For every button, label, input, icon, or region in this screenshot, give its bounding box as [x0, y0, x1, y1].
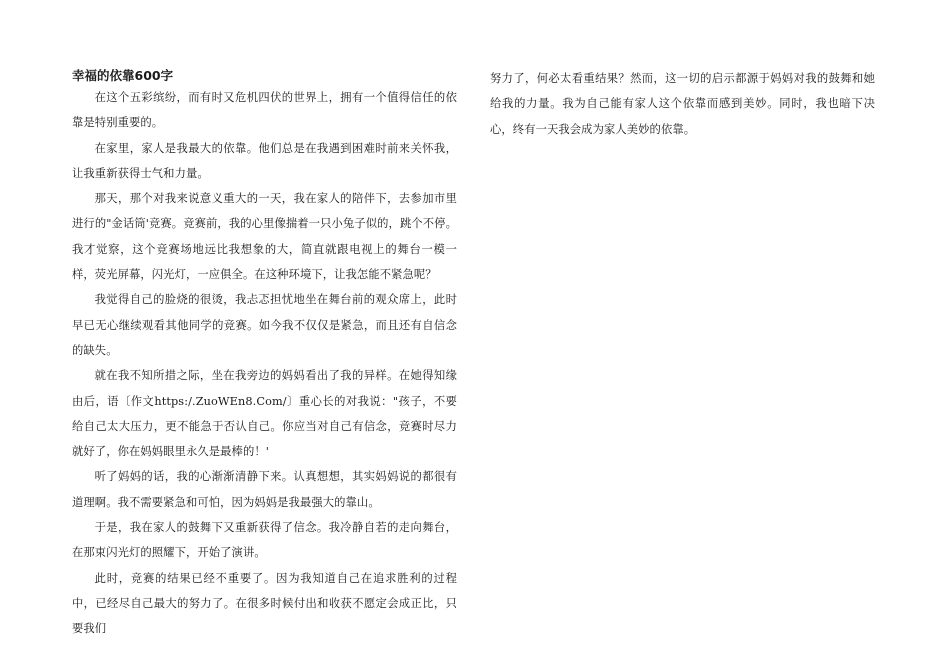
paragraph: 那天，那个对我来说意义重大的一天，我在家人的陪伴下，去参加市里进行的"金话筒'竞赛。竞赛前，我的心里像揣着一只小兔子似的，跳个不停。我才觉察，这个竞赛场地远比我想象的大，简直就跟电视上的舞台一模一样，荧光屏幕，闪光灯，一应俱全。在这种环境下，让我怎能不紧急呢？ — [72, 192, 457, 282]
paragraph: 此时，竞赛的结果已经不重要了。因为我知道自己在追求胜利的过程中，已经尽自己最大的努力了。在很多时候付出和收获不愿定会成正比，只要我们 — [72, 571, 457, 636]
right-column — [490, 66, 875, 142]
article-title: 幸福的依靠600字 — [72, 68, 174, 83]
paragraph: 我觉得自己的脸烧的很烫，我忐忑担忧地坐在舞台前的观众席上，此时早已无心继续观看其他同学的竞赛。如今我不仅仅是紧急，而且还有自信念的缺失。 — [72, 293, 457, 357]
paragraph: 在家里，家人是我最大的依靠。他们总是在我遇到困难时前来关怀我，让我重新获得士气和力量。 — [72, 141, 457, 180]
continuation-paragraph: 努力了，何必太看重结果？然而，这一切的启示都源于妈妈对我的鼓舞和她给我的力量。我为自己能有家人这个依靠而感到美妙。同时，我也暗下决心，终有一天我会成为家人美妙的依靠。 — [490, 72, 875, 136]
paragraph: 就在我不知所措之际，坐在我旁边的妈妈看出了我的异样。在她得知缘由后，语〔作文https:/.ZuoWEn8.Com/〕重心长的对我说："孩子，不要给自己太大压力，更不能急于否认自己。你应当对自己有信念，竞赛时尽力就好了，你在妈妈眼里永久是最棒的！' — [72, 369, 457, 459]
paragraph: 在这个五彩缤纷，而有时又危机四伏的世界上，拥有一个值得信任的依靠是特别重要的。 — [72, 91, 457, 130]
left-column — [72, 66, 457, 642]
paragraph: 听了妈妈的话，我的心渐渐清静下来。认真想想，其实妈妈说的都很有道理啊。我不需要紧急和可怕，因为妈妈是我最强大的靠山。 — [72, 470, 457, 509]
paragraph: 于是，我在家人的鼓舞下又重新获得了信念。我冷静自若的走向舞台，在那束闪光灯的照耀下，开始了演讲。 — [72, 521, 457, 560]
